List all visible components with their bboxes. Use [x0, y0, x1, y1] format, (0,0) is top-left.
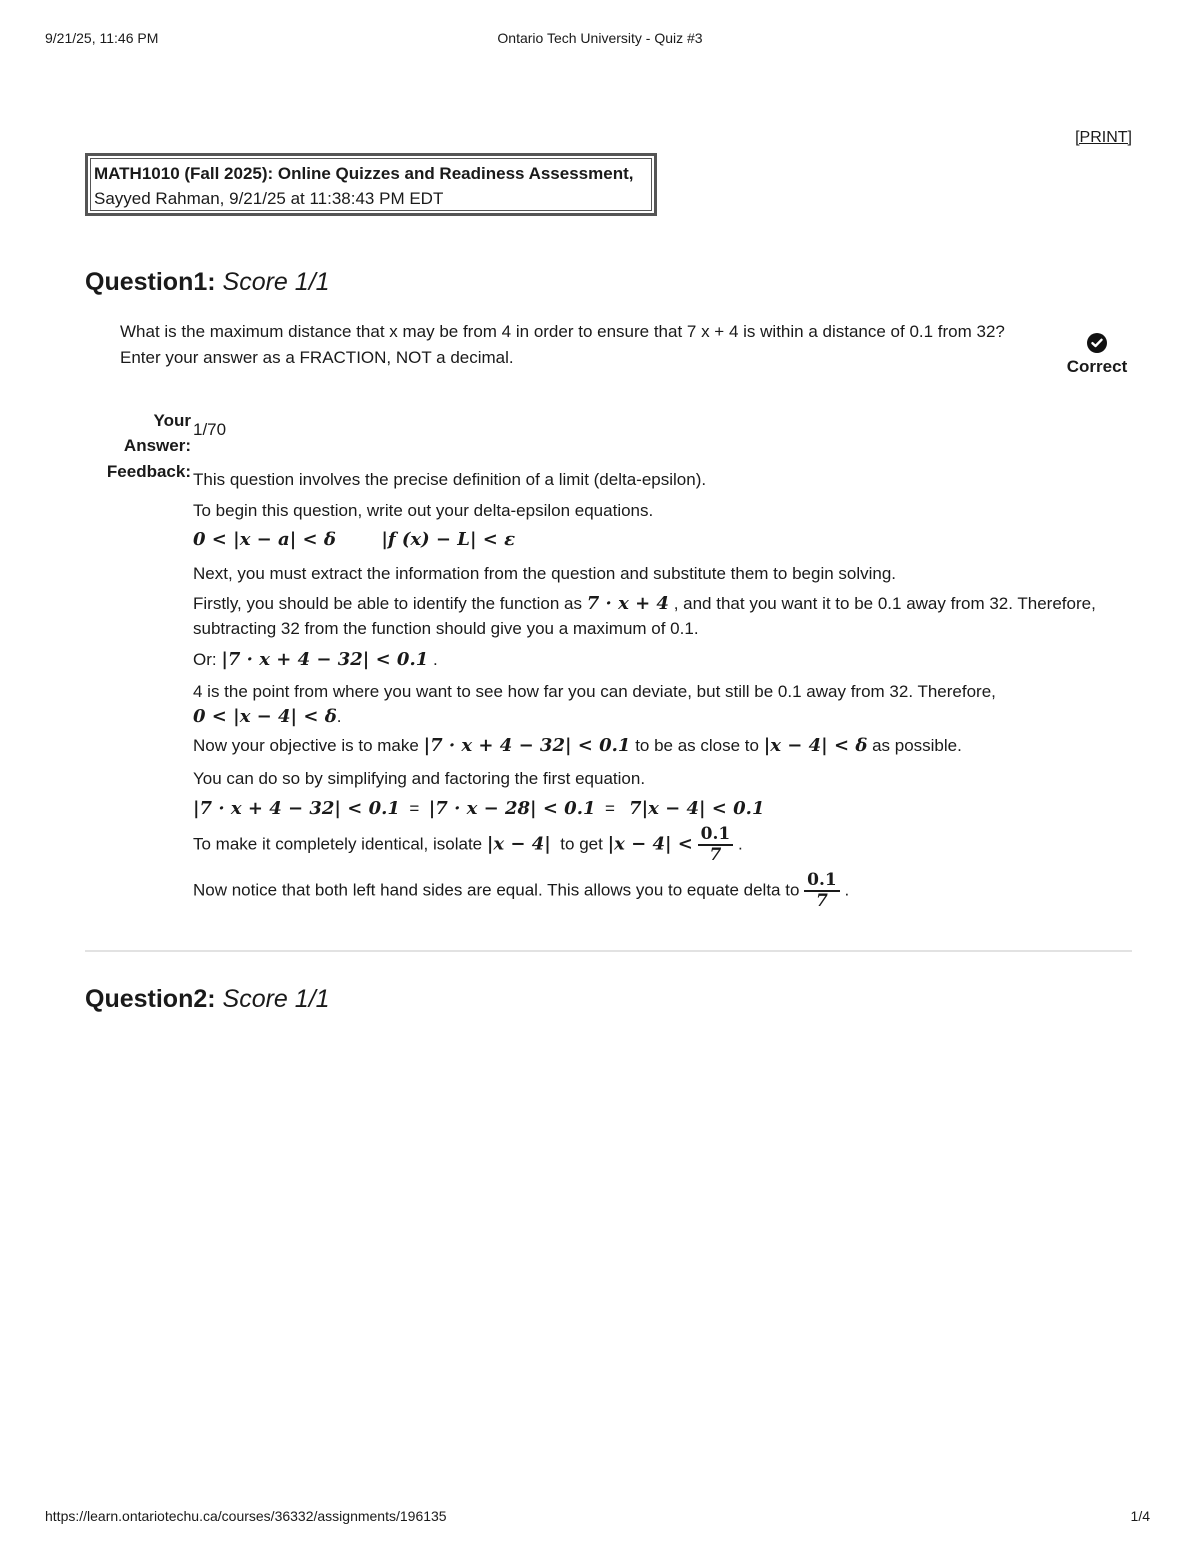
your-answer-label	[110, 408, 191, 458]
page-number: 1/4	[1130, 1508, 1150, 1524]
print-datetime: 9/21/25, 11:46 PM	[45, 30, 159, 46]
print-page-title: Ontario Tech University - Quiz #3	[497, 30, 703, 46]
feedback-text: to be as close to	[635, 736, 759, 755]
question-1-text	[120, 319, 1020, 370]
feedback-text: Now notice that both left hand sides are equal. This allows you to equate delta to	[193, 880, 800, 900]
feedback-step-5	[193, 679, 1138, 729]
your-answer-value: 1/70	[193, 420, 227, 439]
math-expression: 0 < |x − 4| < δ	[193, 706, 337, 727]
course-title: MATH1010 (Fall 2025): Online Quizzes and Readiness Assessment,	[94, 164, 634, 183]
math-expression: 7 · x + 4	[586, 593, 669, 614]
checkmark-icon	[1087, 333, 1107, 353]
fraction-numerator: 0.1	[698, 826, 734, 846]
feedback-step-3	[193, 591, 1138, 641]
equals-sign: =	[604, 799, 615, 818]
course-info-box	[85, 153, 657, 216]
correct-status	[1060, 333, 1134, 377]
your-answer-label-line2: Answer:	[123, 436, 191, 455]
feedback-text: .	[336, 707, 342, 726]
question-score: Score 1/1	[222, 268, 330, 296]
feedback-text: Now your objective is to make	[193, 736, 419, 755]
user-submission-line: Sayyed Rahman, 9/21/25 at 11:38:43 PM EDT	[94, 189, 444, 208]
your-answer-label-line1: Your	[153, 411, 191, 430]
print-url: https://learn.ontariotechu.ca/courses/36332/assignments/196135	[45, 1508, 447, 1524]
feedback-text: .	[844, 880, 850, 900]
question-label: Question1:	[85, 268, 216, 296]
math-expression: |x − 4|	[486, 833, 551, 855]
question-2-heading	[85, 985, 330, 1014]
math-expression: |7 · x + 4 − 32| < 0.1	[423, 735, 631, 756]
feedback-step-4	[193, 647, 1138, 672]
fraction-denominator: 7	[816, 891, 828, 911]
feedback-label: Feedback:	[106, 462, 191, 481]
question-instruction: Enter your answer as a FRACTION, NOT a decimal.	[120, 347, 514, 367]
question-divider	[85, 950, 1132, 952]
math-expression: |x − 4| <	[607, 833, 693, 855]
feedback-text: to get	[560, 834, 603, 854]
feedback-step-2: Next, you must extract the information from the question and substitute them to begin solving.	[193, 564, 897, 583]
feedback-text: , and that you want it to be 0.1 away from 32. Therefore,	[673, 594, 1096, 613]
fraction-denominator: 7	[709, 845, 722, 865]
feedback-step-8	[193, 826, 1138, 864]
fraction	[698, 826, 734, 864]
feedback-text: as possible.	[872, 736, 962, 755]
feedback-intro: This question involves the precise definition of a limit (delta-epsilon).	[193, 470, 707, 489]
feedback-text: Firstly, you should be able to identify the function as	[193, 594, 583, 613]
math-expression: |x − 4| < δ	[763, 735, 868, 756]
feedback-text: To make it completely identical, isolate	[193, 834, 483, 854]
feedback-text: subtracting 32 from the function should give you a maximum of 0.1.	[193, 619, 699, 638]
question-label: Question2:	[85, 985, 216, 1013]
feedback-equation-1	[193, 527, 1138, 552]
feedback-equation-chain	[193, 796, 1138, 821]
feedback-text: 4 is the point from where you want to see how far you can deviate, but still be 0.1 away from 32. Therefore,	[193, 682, 996, 701]
equals-sign: =	[409, 799, 420, 818]
epsilon-equation: |f (x) − L| < ε	[381, 529, 516, 550]
math-expression: |7 · x − 28| < 0.1	[428, 798, 596, 819]
math-expression: |7 · x + 4 − 32| < 0.1	[221, 649, 429, 670]
feedback-text: .	[737, 834, 743, 854]
feedback-text: Or:	[193, 650, 217, 669]
question-prompt: What is the maximum distance that x may be from 4 in order to ensure that 7 x + 4 is within a distance of 0.1 from 32?	[120, 322, 1005, 341]
fraction-numerator: 0.1	[804, 872, 840, 892]
feedback-conclusion	[193, 872, 1138, 910]
feedback-step-6	[193, 733, 1138, 758]
status-label: Correct	[1066, 357, 1128, 376]
question-score: Score 1/1	[222, 985, 330, 1013]
question-1-heading	[85, 268, 330, 297]
feedback-text: .	[432, 650, 438, 669]
math-expression: |7 · x + 4 − 32| < 0.1	[193, 798, 400, 819]
math-expression: 7|x − 4| < 0.1	[629, 798, 765, 819]
fraction	[804, 872, 840, 910]
print-link[interactable]: [PRINT]	[1075, 129, 1132, 146]
feedback-step-1: To begin this question, write out your delta-epsilon equations.	[193, 501, 654, 520]
feedback-step-7: You can do so by simplifying and factoring the first equation.	[193, 769, 646, 788]
delta-equation: 0 < |x − a| < δ	[193, 529, 336, 550]
